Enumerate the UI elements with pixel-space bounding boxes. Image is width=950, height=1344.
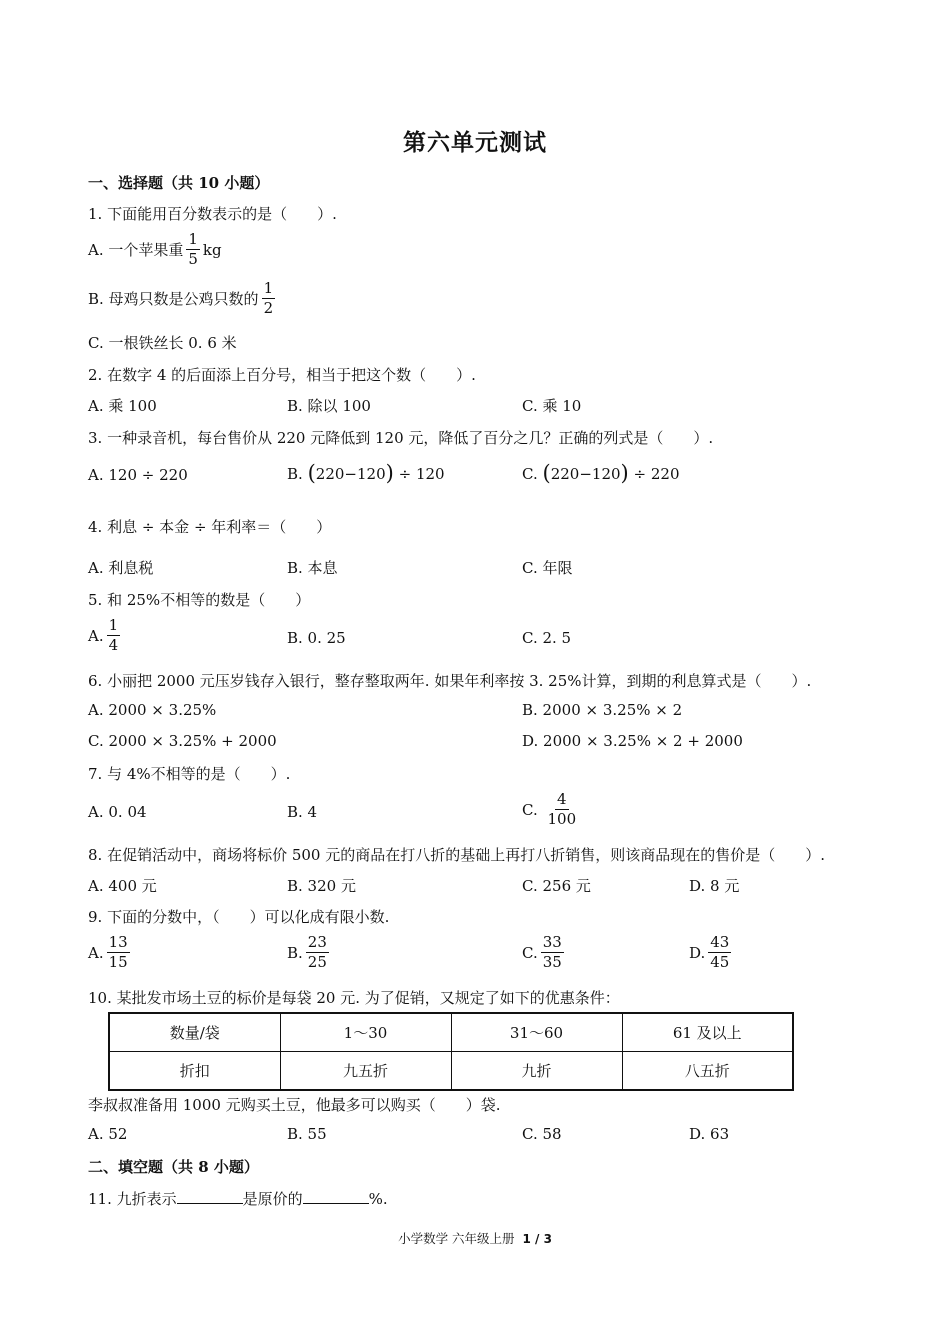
option-b: B. 55	[287, 1125, 327, 1143]
option-a: A. 2000 × 3.25%	[88, 701, 217, 719]
option-a: A. 乘 100	[88, 397, 157, 415]
question-1-option-b	[88, 281, 278, 316]
question-3-options	[88, 463, 890, 489]
fraction: $\frac{4}{100}$	[547, 790, 577, 828]
option-c: C. $\frac{4}{100}$	[522, 790, 577, 828]
page-footer	[0, 1229, 950, 1247]
question-8-stem: 8. 在促销活动中，商场将标价 500 元的商品在打八折的基础上再打八折销售，则该商品现在的售价是（ ）.	[88, 846, 826, 864]
question-5-options	[88, 618, 890, 662]
option-a: A. 400 元	[88, 877, 157, 895]
option-c: C. 年限	[522, 559, 573, 577]
option-c: C. 256 元	[522, 877, 591, 895]
table-header-row	[109, 1013, 793, 1052]
table-cell: 九折	[451, 1052, 622, 1091]
unit-label: kg	[202, 240, 222, 259]
discount-table	[108, 1012, 794, 1091]
table-cell: 数量/袋	[109, 1013, 280, 1052]
table-cell: 九五折	[280, 1052, 451, 1091]
page-title: 第六单元测试	[403, 129, 547, 156]
option-b: B. 4	[287, 803, 318, 821]
fraction: $\frac{1}{2}$	[263, 279, 274, 317]
option-c: C. 58	[522, 1125, 562, 1143]
option-d: D. 63	[689, 1125, 730, 1143]
fraction: $\frac{33}{35}$	[542, 933, 562, 971]
option-d: D. $\frac{43}{45}$	[689, 933, 730, 971]
section-heading-fill: 二、填空题（共 8 小题）	[88, 1158, 259, 1176]
answer-blank[interactable]	[177, 1190, 243, 1204]
option-c: C. $\frac{33}{35}$	[522, 933, 562, 971]
table-cell: 61 及以上	[622, 1013, 793, 1052]
page-number: 1 / 3	[522, 1232, 552, 1246]
question-9-options	[88, 935, 890, 979]
answer-blank[interactable]	[303, 1190, 369, 1204]
option-a: A. 120 ÷ 220	[88, 466, 188, 484]
footer-text: 小学数学 六年级上册	[398, 1231, 515, 1246]
option-a: A. $\frac{1}{4}$	[88, 616, 119, 654]
fraction: $\frac{13}{15}$	[108, 933, 128, 971]
table-row	[109, 1052, 793, 1091]
option-a: A. 0. 04	[88, 803, 147, 821]
option-c: C. 2000 × 3.25% + 2000	[88, 732, 277, 750]
option-b: B. $\frac{23}{25}$	[287, 933, 327, 971]
option-c: C. 2. 5	[522, 629, 572, 647]
fraction: $\frac{1}{5}$	[188, 230, 198, 268]
question-10-followup: 李叔叔准备用 1000 元购买土豆，他最多可以购买（ ）袋.	[88, 1096, 501, 1114]
question-3-stem: 3. 一种录音机，每台售价从 220 元降低到 120 元，降低了百分之几？正确的列式是（ ）.	[88, 429, 714, 447]
table-cell: 31～60	[451, 1013, 622, 1052]
option-b: B. 320 元	[287, 877, 356, 895]
option-a: A. 利息税	[88, 559, 154, 577]
option-label: B. 母鸡只数是公鸡只数的	[88, 290, 259, 308]
question-5-stem: 5. 和 25%不相等的数是（ ）	[88, 591, 311, 609]
option-a: A. $\frac{13}{15}$	[88, 933, 128, 971]
option-b: B. ( 220−120 ) ÷ 120	[287, 461, 445, 485]
question-1-stem: 1. 下面能用百分数表示的是（ ）.	[88, 205, 337, 223]
section-heading-choice: 一、选择题（共 10 小题）	[88, 174, 270, 192]
question-10-stem: 10. 某批发市场土豆的标价是每袋 20 元. 为了促销，又规定了如下的优惠条件：	[88, 989, 620, 1007]
option-c: C. 乘 10	[522, 397, 582, 415]
question-7-options	[88, 792, 890, 836]
table-cell: 1～30	[280, 1013, 451, 1052]
option-b: B. 2000 × 3.25% × 2	[522, 701, 683, 719]
table-cell: 八五折	[622, 1052, 793, 1091]
question-11: 11. 九折表示 是原价的 %.	[88, 1190, 388, 1208]
fraction: $\frac{43}{45}$	[710, 933, 730, 971]
option-a: A. 52	[88, 1125, 128, 1143]
question-6-stem: 6. 小丽把 2000 元压岁钱存入银行，整存整取两年. 如果年利率按 3. 25%计算，到期的利息算式是（ ）.	[88, 672, 812, 690]
option-label: A. 一个苹果重	[88, 241, 184, 259]
question-4-stem: 4. 利息 ÷ 本金 ÷ 年利率＝（ ）	[88, 518, 332, 536]
fraction: $\frac{23}{25}$	[307, 933, 327, 971]
option-d: D. 2000 × 3.25% × 2 + 2000	[522, 732, 743, 750]
fraction: $\frac{1}{4}$	[108, 616, 119, 654]
option-b: B. 本息	[287, 559, 338, 577]
question-1-option-c: C. 一根铁丝长 0. 6 米	[88, 334, 237, 352]
option-d: D. 8 元	[689, 877, 740, 895]
question-1-option-a	[88, 232, 222, 267]
question-9-stem: 9. 下面的分数中，（ ）可以化成有限小数.	[88, 908, 390, 926]
question-7-stem: 7. 与 4%不相等的是（ ）.	[88, 765, 291, 783]
option-b: B. 0. 25	[287, 629, 346, 647]
table-cell: 折扣	[109, 1052, 280, 1091]
option-b: B. 除以 100	[287, 397, 371, 415]
option-c: C. ( 220−120 ) ÷ 220	[522, 461, 680, 485]
question-2-stem: 2. 在数字 4 的后面添上百分号，相当于把这个数（ ）.	[88, 366, 476, 384]
